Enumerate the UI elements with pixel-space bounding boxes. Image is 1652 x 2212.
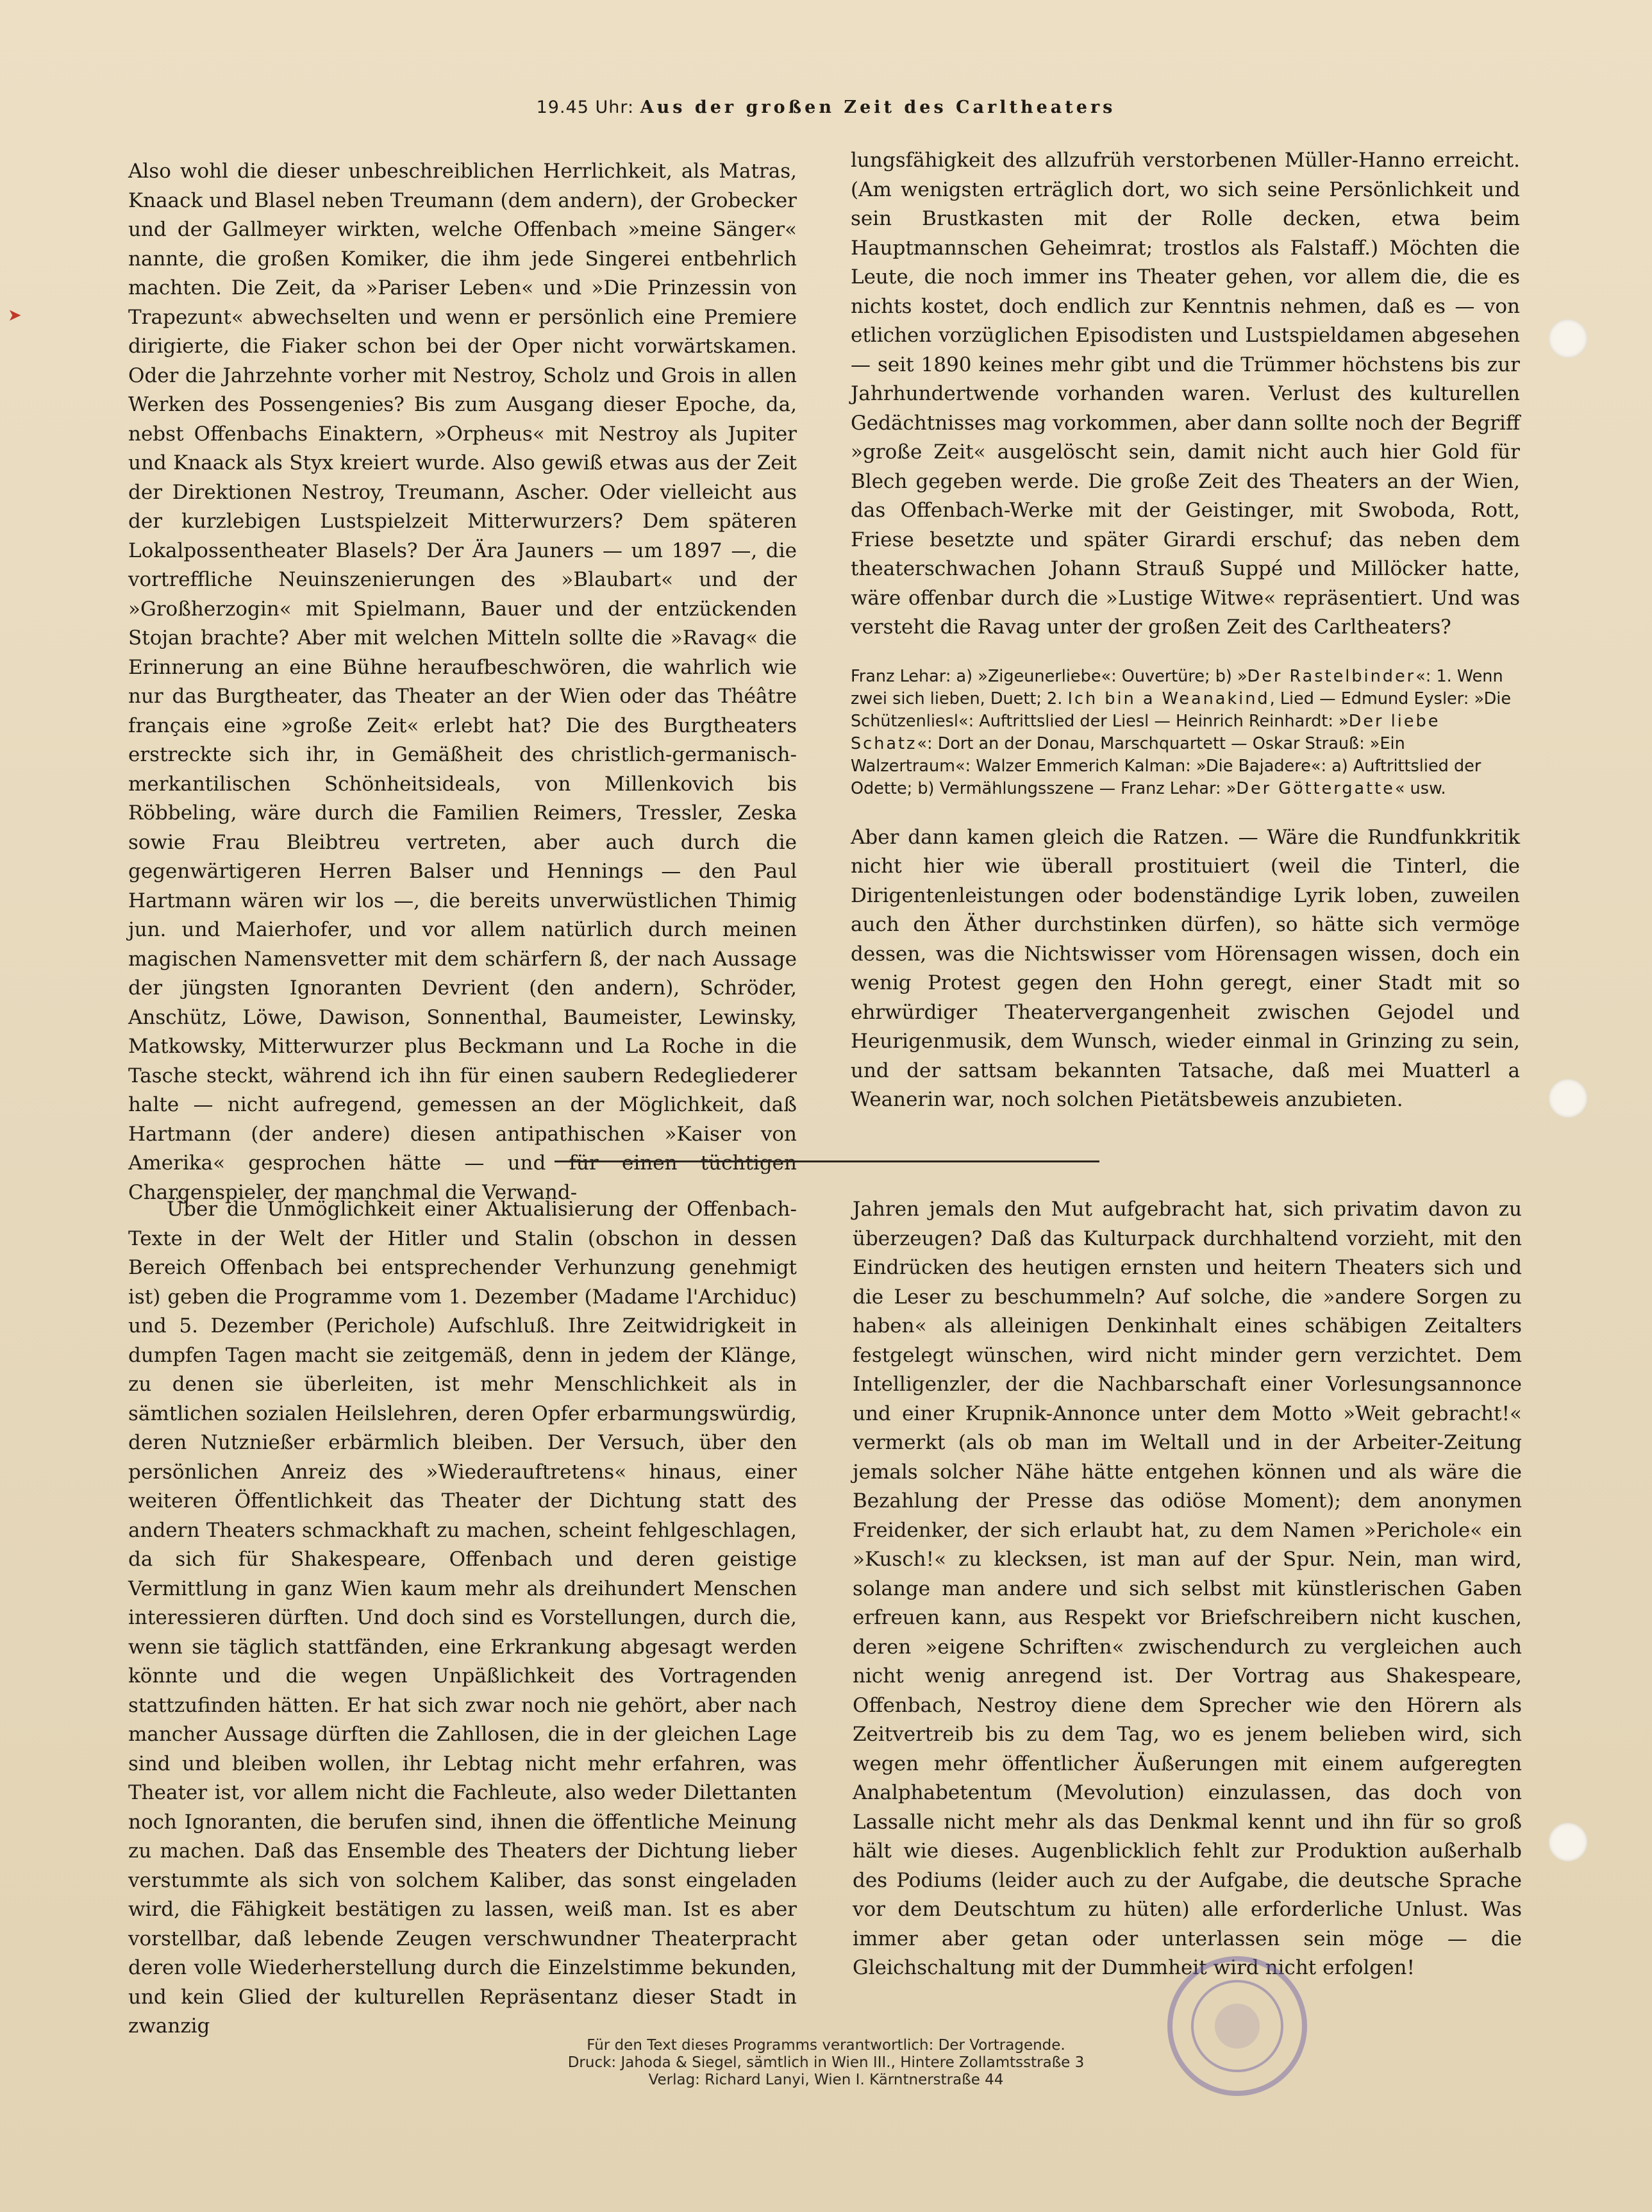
program-list: Franz Lehar: a) »Zigeunerliebe«: Ouvertüre; b) »Der Rastelbinder«: 1. Wenn zwei sich lieben, Duett; 2. Ich bin a Weanakind, Lied — Edmund Eysler: »Die Schützenliesl«: Auftrittslied der Liesl — Heinrich Reinhardt: »Der liebe Schatz«: Dort an der Donau, Marschquartett — Oskar Strauß: »Ein Walzertraum«: Walzer Emmerich Kalman: »Die Bajadere«: a) Auftrittslied der Odette; b) Vermählungsszene — Franz Lehar: »Der Göttergatte« usw.: [851, 666, 1512, 798]
top-right-column: [851, 146, 1520, 1115]
bottom-right-text: Jahren jemals den Mut aufgebracht hat, sich privatim davon zu überzeugen? Daß das Kulturpack durchhaltend vorzieht, mit den Eindrücken des heutigen ernsten und heitern Theaters sich und die Leser zu beschummeln? Auf solche, die »andere Sorgen zu haben« als alleinigen Denkinhalt eines schäbigen Zeitalters festgelegt wünschen, wird nicht minder gern verzichtet. Dem Intelligenzler, der die Nachbarschaft einer Vorlesungsannonce und einer Krupnik-Annonce unter dem Motto »Weit gebracht!« vermerkt (als ob man im Weltall und in der Arbeiter-Zeitung jemals solcher Nähe hätte entgehen können und als wäre die Bezahlung der Presse das odiöse Moment); dem anonymen Freidenker, der sich erlaubt hat, zu dem Namen »Perichole« ein »Kusch!« zu klecksen, ist man auf der Spur. Nein, man wird, solange man andere und sich selbst mit künstlerischen Gaben erfreuen kann, aus Respekt vor Briefschreibern nicht kuschen, deren »eigene Schriften« zwischendurch zu vergleichen auch nicht wenig anregend ist. Der Vortrag aus Shakespeare, Offenbach, Nestroy diene dem Sprecher wie den Hörern als Zeitvertreib bis zu dem Tag, wo es jenem belieben wird, sich wegen mehr öffentlicher Äußerungen mit einem aufgeregten Analphabetentum (Mevolution) einzulassen, das doch von Lassalle nicht mehr als das Denkmal kennt und ihn für so groß hält wie dieses. Augenblicklich fehlt zur Produktion außerhalb des Podiums (leider auch zu der Aufgabe, die deutsche Sprache vor dem Deutschtum zu hüten) alle erforderliche Unlust. Was immer aber getan oder unterlassen sein möge — die Gleichschaltung mit der Dummheit wird nicht erfolgen!: [853, 1198, 1522, 1979]
footer-responsible: Für den Text dieses Programms verantwortlich: Der Vortragende.: [587, 2037, 1065, 2054]
header-title: Aus der großen Zeit des Carltheaters: [640, 97, 1116, 117]
paper-hole-bottom: [1549, 1823, 1587, 1861]
footer-publisher: Verlag: Richard Lanyi, Wien I. Kärntnerstraße 44: [648, 2072, 1004, 2088]
page-footer: [0, 2037, 1652, 2089]
bottom-left-column: [128, 1195, 797, 2041]
footer-printer: Druck: Jahoda & Siegel, sämtlich in Wien III., Hintere Zollamtsstraße 3: [567, 2054, 1085, 2071]
bottom-right-column: [853, 1195, 1522, 1983]
paper-hole-middle: [1549, 1079, 1587, 1118]
page-header: [0, 97, 1652, 117]
paper-hole-top: [1549, 319, 1587, 358]
top-left-column: [128, 157, 797, 1207]
red-pencil-mark: ➤: [8, 306, 22, 325]
section-divider: [555, 1160, 1099, 1162]
bottom-left-text: Über die Unmöglichkeit einer Aktualisierung der Offenbach-Texte in der Welt der Hitler und Stalin (obschon in dessen Bereich Offenbach bei entsprechender Verhunzung genehmigt ist) geben die Programme vom 1. Dezember (Madame l'Archiduc) und 5. Dezember (Perichole) Aufschluß. Ihre Zeitwidrigkeit in dumpfen Tagen macht sie zeitgemäß, denn in jedem der Klänge, zu denen sie überleiten, ist mehr Menschlichkeit als in sämtlichen sozialen Heilslehren, deren Opfer erbarmungswürdig, deren Nutznießer erbärmlich bleiben. Der Versuch, über den persönlichen Anreiz des »Wiederauftretens« hinaus, einer weiteren Öffentlichkeit das Theater der Dichtung statt des andern Theaters schmackhaft zu machen, scheint fehlgeschlagen, da sich für Shakespeare, Offenbach und deren geistige Vermittlung in ganz Wien kaum mehr als dreihundert Menschen interessieren dürften. Und doch sind es Vorstellungen, durch die, wenn sie täglich stattfänden, eine Erkrankung abgesagt werden könnte und die wegen Unpäßlichkeit des Vortragenden stattzufinden hätten. Er hat sich zwar noch nie gehört, aber nach mancher Aussage dürften die Zahllosen, die in der gleichen Lage sind und bleiben wollen, ihr Lebtag nicht mehr erfahren, was Theater ist, vor allem nicht die Fachleute, also weder Dilettanten noch Ignoranten, die berufen sind, ihnen die öffentliche Meinung zu machen. Daß das Ensemble des Theaters der Dichtung lieber verstummte als sich von solchem Kaliber, das sonst eingeladen wird, die Fähigkeit bestätigen zu lassen, weiß man. Ist es aber vorstellbar, daß lebende Zeugen verschwundner Theaterpracht deren volle Wiederherstellung durch die Einzelstimme bekunden, und kein Glied der kulturellen Repräsentanz dieser Stadt in zwanzig: [128, 1198, 797, 2038]
top-right-text-1: lungsfähigkeit des allzufrüh verstorbenen Müller-Hanno erreicht. (Am wenigsten erträglich dort, wo sich seine Persönlichkeit und sein Brustkasten mit der Rolle decken, etwa beim Hauptmannschen Geheimrat; trostlos als Falstaff.) Möchten die Leute, die noch immer ins Theater gehen, vor allem die, die es nichts kostet, doch endlich zur Kenntnis nehmen, daß es — von etlichen vorzüglichen Episodisten und Lustspieldamen abgesehen — seit 1890 keines mehr gibt und die Trümmer höchstens bis zur Jahrhundertwende vorhanden waren. Verlust des kulturellen Gedächtnisses mag vorkommen, aber dann sollte noch der Begriff »große Zeit« ausgelöscht sein, damit nicht auch hier Gold für Blech gegeben werde. Die große Zeit des Theaters an der Wien, das Offenbach-Werke mit der Geistinger, mit Swoboda, Rott, Friese besetzte und später Girardi erschuf; das neben dem theaterschwachen Johann Strauß Suppé und Millöcker hatte, wäre offenbar durch die »Lustige Witwe« repräsentiert. Und was versteht die Ravag unter der großen Zeit des Carltheaters?: [851, 149, 1520, 639]
top-right-text-2: Aber dann kamen gleich die Ratzen. — Wäre die Rundfunkkritik nicht hier wie überall prostituiert (weil die Tinterl, die Dirigentenleistungen oder bodenständige Lyrik loben, zuweilen auch den Äther durchstinken dürfen), so hätte sich vermöge dessen, was die Nichtswisser vom Hörensagen wissen, doch ein wenig Protest gegen den Hohn geregt, einer Stadt mit so ehrwürdiger Theatervergangenheit zwischen Gejodel und Heurigenmusik, dem Wunsch, wieder einmal in Grinzing zu sein, und der sattsam bekannten Tatsache, daß mei Muatterl a Weanerin war, noch solchen Pietätsbeweis anzubieten.: [851, 825, 1520, 1111]
top-left-text: Also wohl die dieser unbeschreiblichen Herrlichkeit, als Matras, Knaack und Blasel neben Treumann (dem andern), der Grobecker und der Gallmeyer wirkten, welche Offenbach »meine Sänger« nannte, die großen Komiker, die ihm jede Singerei entbehrlich machten. Die Zeit, da »Pariser Leben« und »Die Prinzessin von Trapezunt« abwechselten und wenn er persönlich eine Premiere dirigierte, die Fiaker schon bei der Oper nicht vorwärtskamen. Oder die Jahrzehnte vorher mit Nestroy, Scholz und Grois in allen Werken des Possengenies? Bis zum Ausgang dieser Epoche, da, nebst Offenbachs Einaktern, »Orpheus« mit Nestroy als Jupiter und Knaack als Styx kreiert wurde. Also gewiß etwas aus der Zeit der Direktionen Nestroy, Treumann, Ascher. Oder vielleicht aus der kurzlebigen Lustspielzeit Mitterwurzers? Dem späteren Lokalpossentheater Blasels? Der Ära Jauners — um 1897 —, die vortreffliche Neuinszenierungen des »Blaubart« und der »Großherzogin« mit Spielmann, Bauer und der entzückenden Stojan brachte? Aber mit welchen Mitteln sollte die »Ravag« die Erinnerung an eine Bühne heraufbeschwören, die wahrlich wie nur das Burgtheater, das Theater an der Wien oder das Théâtre français eine »große Zeit« erlebt hat? Die des Burgtheaters erstreckte sich ihr, in Gemäßheit des christlich-germanisch-merkantilischen Schönheitsideals, von Millenkovich bis Röbbeling, wäre durch die Familien Reimers, Tressler, Zeska sowie Frau Bleibtreu vertreten, aber auch durch die gegenwärtigeren Herren Balser und Hennings — den Paul Hartmann wären wir los —, die bereits unverwüstlichen Thimig jun. und Maierhofer, und vor allem natürlich durch meinen magischen Namensvetter mit dem schärfern ß, der nach Aussage der jüngsten Ignoranten Devrient (den andern), Schröder, Anschütz, Löwe, Dawison, Sonnenthal, Baumeister, Lewinsky, Matkowsky, Mitterwurzer plus Beckmann und La Roche in die Tasche steckt, während ich ihn für einen saubern Redegliederer halte — nicht aufregend, gemessen an der Möglichkeit, daß Hartmann (der andere) diesen antipathischen »Kaiser von Amerika« gesprochen hätte — und für einen tüchtigen Chargenspieler, der manchmal die Verwand-: [128, 160, 797, 1204]
header-time: 19.45 Uhr:: [536, 97, 635, 117]
